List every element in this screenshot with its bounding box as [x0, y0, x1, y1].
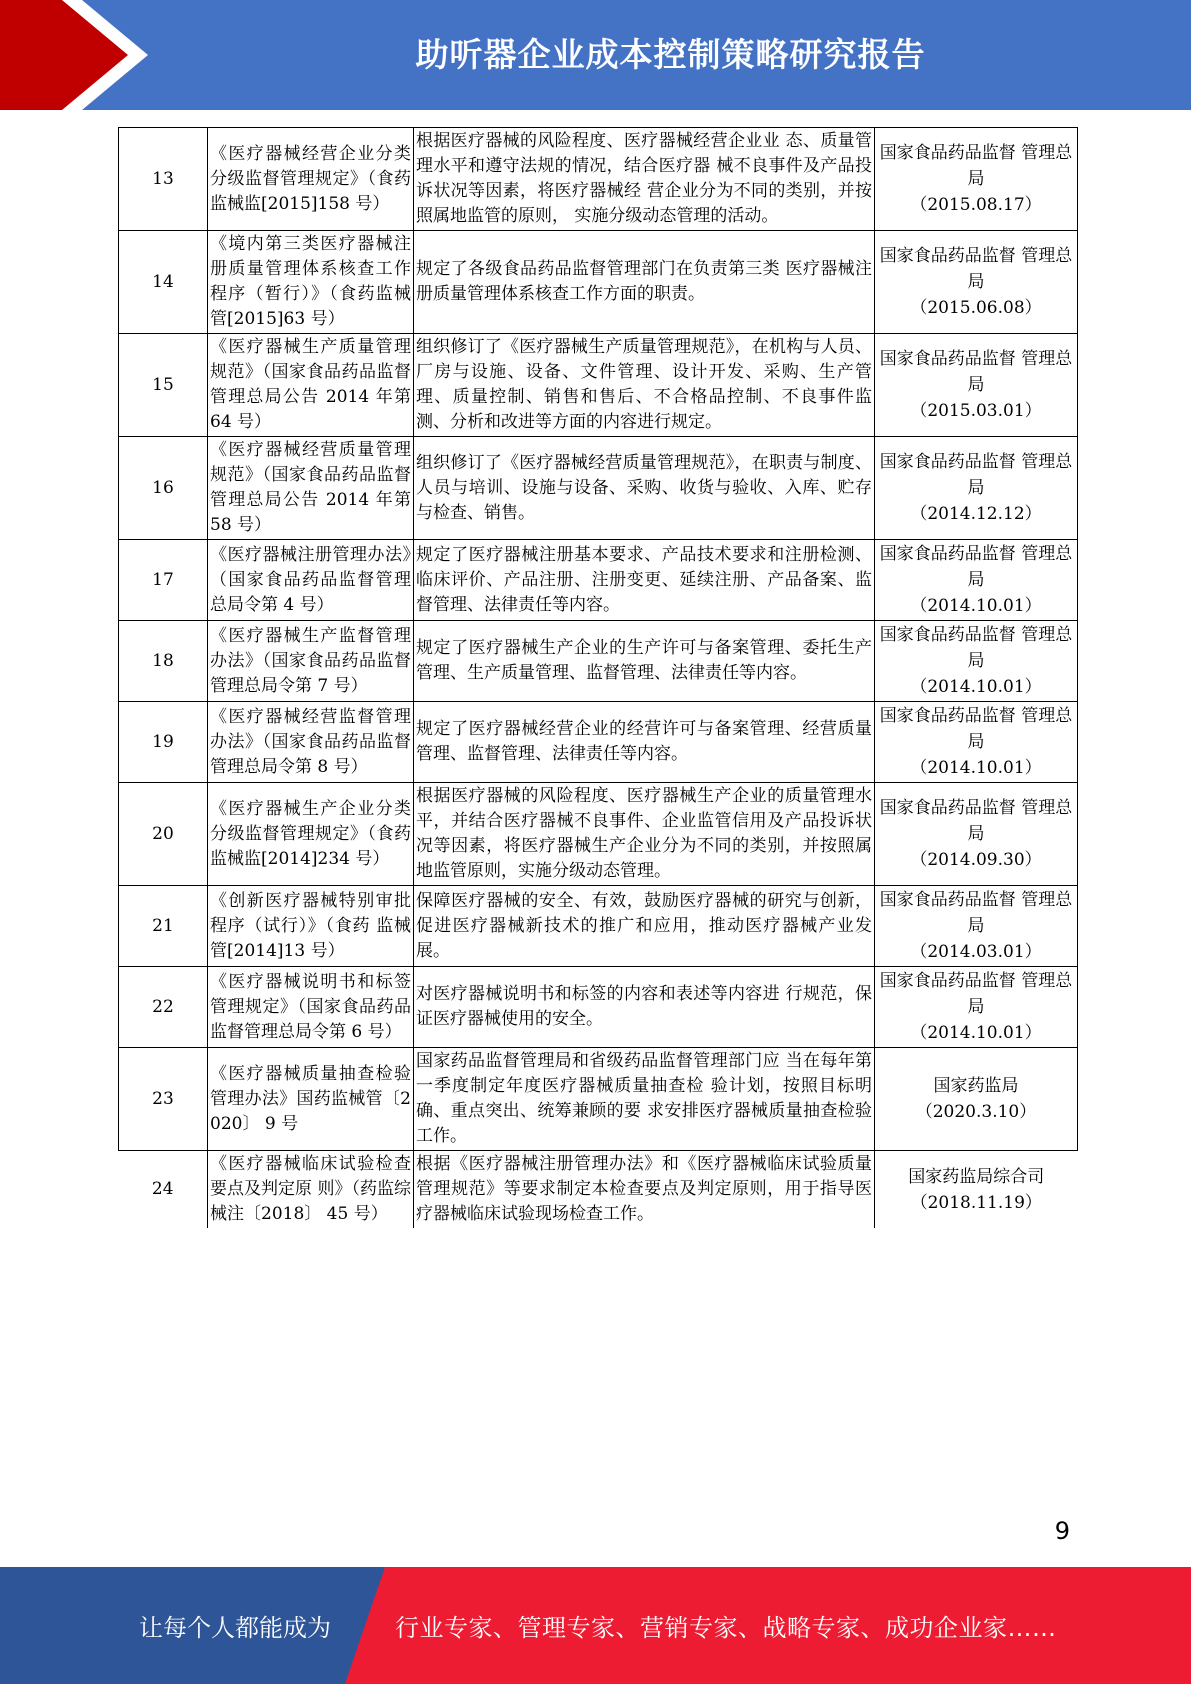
effective-date: （2015.03.01） [910, 401, 1042, 421]
regulation-name: 《境内第三类医疗器械注册质量管理体系核查工作程序（暂行）》（食药监械管[2015]63 号） [208, 231, 414, 334]
issuing-agency-cell [875, 1151, 1078, 1229]
effective-date: （2014.12.12） [910, 504, 1042, 524]
effective-date: （2014.10.01） [910, 596, 1042, 616]
issuing-agency: 国家食品药品监督 管理总局 [879, 143, 1073, 189]
table-row [119, 128, 1078, 231]
row-number: 14 [119, 231, 208, 334]
effective-date: （2014.10.01） [910, 758, 1042, 778]
page-title: 助听器企业成本控制策略研究报告 [415, 34, 926, 74]
issuing-agency-cell [875, 334, 1078, 437]
effective-date: （2014.10.01） [910, 677, 1042, 697]
regulation-name: 《医疗器械生产企业分类分级监督管理规定》（食药监械监[2014]234 号） [208, 783, 414, 886]
table-row [119, 702, 1078, 783]
regulation-name: 《医疗器械生产质量管理规范》（国家食品药品监督管理总局公告 2014 年第 64 号） [208, 334, 414, 437]
row-number: 21 [119, 886, 208, 967]
row-number: 19 [119, 702, 208, 783]
issuing-agency-cell [875, 128, 1078, 231]
table-row [119, 231, 1078, 334]
issuing-agency: 国家食品药品监督 管理总局 [879, 544, 1073, 590]
regulation-description: 组织修订了《医疗器械经营质量管理规范》，在职责与制度、人员与培训、设施与设备、采购、收货与验收、入库、贮存与检查、销售。 [414, 437, 875, 540]
regulation-description: 规定了医疗器械生产企业的生产许可与备案管理、委托生产管理、生产质量管理、监督管理、法律责任等内容。 [414, 621, 875, 702]
row-number: 24 [119, 1151, 208, 1229]
table-row [119, 967, 1078, 1048]
issuing-agency: 国家食品药品监督 管理总局 [879, 625, 1073, 671]
row-number: 20 [119, 783, 208, 886]
regulation-name: 《创新医疗器械特别审批程序（试行）》（食药 监械管[2014]13 号） [208, 886, 414, 967]
regulation-description: 规定了各级食品药品监督管理部门在负责第三类 医疗器械注册质量管理体系核查工作方面的职责。 [414, 231, 875, 334]
regulation-name: 《医疗器械质量抽查检验管理办法》国药监械管〔2020〕 9 号 [208, 1048, 414, 1151]
table-row [119, 886, 1078, 967]
issuing-agency: 国家食品药品监督 管理总局 [879, 971, 1073, 1017]
regulation-description: 根据医疗器械的风险程度、医疗器械经营企业业 态、质量管理水平和遵守法规的情况，结合医疗器 械不良事件及产品投诉状况等因素，将医疗器械经 营企业分为不同的类别，并按照属地监管的原则， 实施分级动态管理的活动。 [414, 128, 875, 231]
row-number: 15 [119, 334, 208, 437]
row-number: 18 [119, 621, 208, 702]
issuing-agency: 国家食品药品监督 管理总局 [879, 349, 1073, 395]
regulation-name: 《医疗器械经营质量管理规范》（国家食品药品监督管理总局公告 2014 年第 58 号） [208, 437, 414, 540]
issuing-agency: 国家食品药品监督 管理总局 [879, 452, 1073, 498]
issuing-agency: 国家食品药品监督 管理总局 [879, 798, 1073, 844]
table-row [119, 783, 1078, 886]
effective-date: （2014.09.30） [910, 850, 1042, 870]
effective-date: （2014.03.01） [910, 942, 1042, 962]
regulation-name: 《医疗器械注册管理办法》（国家食品药品监督管理总局令第 4 号） [208, 540, 414, 621]
effective-date: （2020.3.10） [915, 1102, 1037, 1122]
regulation-description: 国家药品监督管理局和省级药品监督管理部门应 当在每年第一季度制定年度医疗器械质量抽查检 验计划，按照目标明确、重点突出、统筹兼顾的要 求安排医疗器械质量抽查检验工作。 [414, 1048, 875, 1151]
regulation-name: 《医疗器械临床试验检查要点及判定原 则》（药监综械注〔2018〕 45 号） [208, 1151, 414, 1229]
issuing-agency: 国家食品药品监督 管理总局 [879, 890, 1073, 936]
table-row [119, 334, 1078, 437]
row-number: 16 [119, 437, 208, 540]
regulation-description: 规定了医疗器械注册基本要求、产品技术要求和注册检测、临床评价、产品注册、注册变更、延续注册、产品备案、监督管理、法律责任等内容。 [414, 540, 875, 621]
footer-slogan-right: 行业专家、管理专家、营销专家、战略专家、成功企业家…… [395, 1614, 1057, 1642]
issuing-agency: 国家食品药品监督 管理总局 [879, 246, 1073, 292]
issuing-agency-cell [875, 231, 1078, 334]
effective-date: （2015.08.17） [910, 195, 1042, 215]
issuing-agency: 国家药监局综合司 [908, 1166, 1045, 1187]
regulation-name: 《医疗器械经营企业分类分级监督管理规定》（食药监械监[2015]158 号） [208, 128, 414, 231]
issuing-agency-cell [875, 540, 1078, 621]
regulation-description: 组织修订了《医疗器械生产质量管理规范》，在机构与人员、厂房与设施、设备、文件管理、设计开发、采购、生产管理、质量控制、销售和售后、不合格品控制、不良事件监测、分析和改进等方面的内容进行规定。 [414, 334, 875, 437]
row-number: 17 [119, 540, 208, 621]
issuing-agency-cell [875, 621, 1078, 702]
issuing-agency: 国家药监局 [933, 1076, 1019, 1096]
regulation-name: 《医疗器械说明书和标签管理规定》（国家食品药品监督管理总局令第 6 号） [208, 967, 414, 1048]
page-number: 9 [1054, 1517, 1070, 1545]
header-banner [0, 0, 1191, 110]
table-row [119, 540, 1078, 621]
issuing-agency: 国家食品药品监督 管理总局 [879, 706, 1073, 752]
regulation-name: 《医疗器械生产监督管理办法》（国家食品药品监督管理总局令第 7 号） [208, 621, 414, 702]
footer-banner [0, 1567, 1191, 1684]
regulation-description: 规定了医疗器械经营企业的经营许可与备案管理、经营质量管理、监督管理、法律责任等内容。 [414, 702, 875, 783]
table-row [119, 1048, 1078, 1151]
footer-slogan-left: 让每个人都能成为 [139, 1614, 331, 1642]
table-body [119, 128, 1078, 1229]
issuing-agency-cell [875, 437, 1078, 540]
issuing-agency-cell [875, 886, 1078, 967]
issuing-agency-cell [875, 967, 1078, 1048]
regulation-description: 对医疗器械说明书和标签的内容和表述等内容进 行规范，保证医疗器械使用的安全。 [414, 967, 875, 1048]
table-row [119, 621, 1078, 702]
issuing-agency-cell [875, 702, 1078, 783]
issuing-agency-cell [875, 1048, 1078, 1151]
regulations-table [118, 127, 1073, 1228]
table-row [119, 1151, 1078, 1229]
effective-date: （2018.11.19） [910, 1192, 1042, 1213]
regulation-name: 《医疗器械经营监督管理办法》（国家食品药品监督管理总局令第 8 号） [208, 702, 414, 783]
effective-date: （2015.06.08） [910, 298, 1042, 318]
row-number: 23 [119, 1048, 208, 1151]
row-number: 22 [119, 967, 208, 1048]
effective-date: （2014.10.01） [910, 1023, 1042, 1043]
regulation-description: 根据《医疗器械注册管理办法》和《医疗器械临床试验质量管理规范》等要求制定本检查要点及判定原则，用于指导医疗器械临床试验现场检查工作。 [414, 1151, 875, 1229]
regulation-description: 根据医疗器械的风险程度、医疗器械生产企业的质量管理水平，并结合医疗器械不良事件、企业监管信用及产品投诉状况等因素，将医疗器械生产企业分为不同的类别，并按照属地监管原则，实施分级动态管理。 [414, 783, 875, 886]
regulation-description: 保障医疗器械的安全、有效，鼓励医疗器械的研究与创新，促进医疗器械新技术的推广和应用，推动医疗器械产业发展。 [414, 886, 875, 967]
row-number: 13 [119, 128, 208, 231]
issuing-agency-cell [875, 783, 1078, 886]
table-row [119, 437, 1078, 540]
